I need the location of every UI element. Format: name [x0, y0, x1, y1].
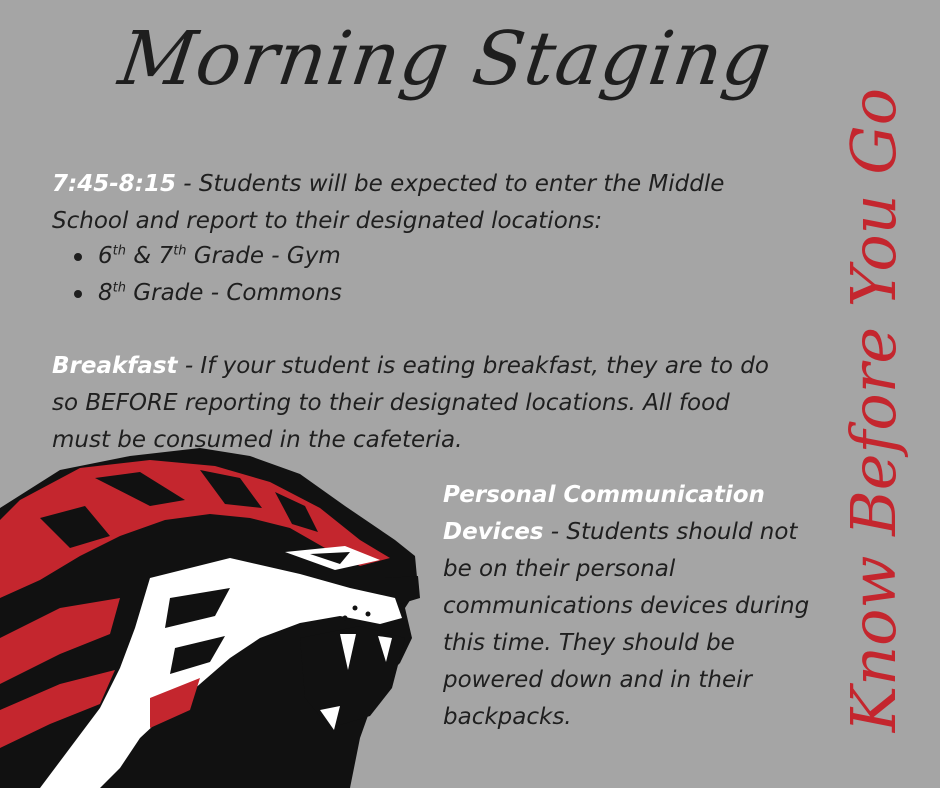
devices-paragraph: [443, 477, 813, 736]
list-item: [70, 275, 342, 312]
breakfast-paragraph: [52, 348, 792, 459]
grade-list: [70, 238, 342, 312]
devices-text: - Students should not be on their personal communications devices during this time. They should be powered down and in their backpacks.: [443, 519, 810, 730]
side-banner: Know Before You Go: [837, 87, 910, 733]
grade-suffix: th: [112, 243, 126, 259]
tiger-mascot-icon: [0, 448, 430, 788]
time-block-lead: 7:45-8:15: [52, 171, 176, 197]
time-block-paragraph: [52, 166, 772, 240]
grade-location: Grade - Commons: [125, 280, 342, 306]
breakfast-lead: Breakfast: [52, 353, 178, 379]
grade-number: 8: [98, 280, 113, 306]
page-title: Morning Staging: [113, 16, 778, 102]
grade-join: &: [125, 243, 159, 269]
bullet-icon: [74, 290, 82, 298]
bullet-icon: [74, 253, 82, 261]
list-item: [70, 238, 342, 275]
grade-suffix: th: [173, 243, 187, 259]
grade-number: 7: [158, 243, 174, 269]
grade-location: Grade - Gym: [186, 243, 341, 269]
time-block-text: - Students will be expected to enter the Middle School and report to their designated locations:: [52, 171, 725, 234]
grade-suffix: th: [112, 280, 126, 296]
grade-number: 6: [98, 243, 113, 269]
devices-lead: Personal Communication Devices: [443, 482, 765, 545]
breakfast-text: - If your student is eating breakfast, they are to do so BEFORE reporting to their designated locations. All food must be consumed in the cafeteria.: [52, 353, 769, 453]
